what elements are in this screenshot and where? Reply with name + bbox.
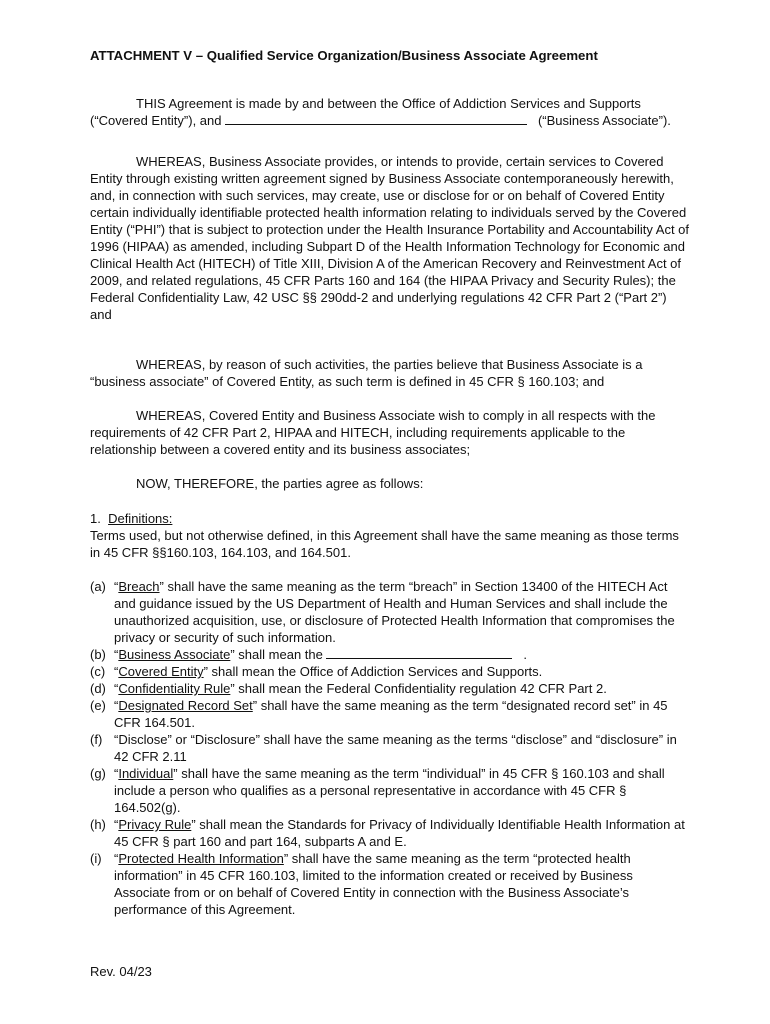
document-title: ATTACHMENT V – Qualified Service Organization/Business Associate Agreement: [90, 48, 598, 63]
definition-text: “Breach” shall have the same meaning as the term “breach” in Section 13400 of the HITECH Act and guidance issued by the US Department of Health and Human Services and shall include the unauthorized acquisition, use, or disclosure of Protected Health Information that compromises the privacy or security of such information.: [114, 579, 675, 645]
definition-text: “Privacy Rule” shall mean the Standards for Privacy of Individually Identifiable Health Information at 45 CFR § part 160 and part 164, subparts A and E.: [114, 817, 685, 849]
section-1-text: Terms used, but not otherwise defined, in this Agreement shall have the same meaning as those terms in 45 CFR §§160.103, 164.103, and 164.501.: [90, 528, 679, 560]
definition-label: (b): [90, 647, 106, 662]
defined-term: Privacy Rule: [118, 817, 192, 832]
intro-text-2: (“Business Associate”).: [537, 113, 671, 128]
section-1: [90, 510, 690, 561]
now-therefore-text: NOW, THEREFORE, the parties agree as follows:: [136, 476, 424, 491]
definition-item: [90, 663, 690, 680]
defined-term: Individual: [118, 766, 174, 781]
definition-item: [90, 850, 690, 918]
definition-text: “Individual” shall have the same meaning as the term “individual” in 45 CFR § 160.103 and shall include a person who qualifies as a personal representative in accordance with 45 CFR § 164.502(g).: [114, 766, 665, 815]
intro-paragraph: [90, 95, 690, 129]
definition-text: “Designated Record Set” shall have the same meaning as the term “designated record set” in 45 CFR 164.501.: [114, 698, 668, 730]
definition-label: (i): [90, 851, 102, 866]
defined-term: Covered Entity: [118, 664, 204, 679]
definition-item: [90, 765, 690, 816]
whereas-paragraph-2: [90, 356, 690, 390]
defined-term: Business Associate: [118, 647, 231, 662]
definition-text: “Confidentiality Rule” shall mean the Federal Confidentiality regulation 42 CFR Part 2.: [114, 681, 607, 696]
definition-label: (h): [90, 817, 106, 832]
defined-term: Protected Health Information: [118, 851, 284, 866]
definition-item: [90, 731, 690, 765]
whereas-paragraph-3: [90, 407, 690, 458]
definition-label: (f): [90, 732, 103, 747]
business-associate-blank: [225, 124, 527, 125]
whereas-paragraph-1: [90, 153, 690, 323]
definition-item: [90, 697, 690, 731]
section-1-heading: 1. Definitions:: [90, 511, 173, 526]
definition-text: “Protected Health Information” shall have the same meaning as the term “protected health information” in 45 CFR 160.103, limited to the information created or received by Business Associate from or on behalf of Covered Entity in connection with the Business Associate’s performance of this Agreement.: [114, 851, 633, 917]
definition-label: (c): [90, 664, 106, 679]
intro-text-1: THIS Agreement is made by and between the Office of Addiction Services and Supports (“Covered Entity”), and: [90, 96, 641, 128]
defined-term: Disclose: [118, 732, 168, 747]
defined-term: Designated Record Set: [118, 698, 253, 713]
definition-label: (a): [90, 579, 106, 594]
definitions-list: [90, 578, 690, 918]
definition-text: “Business Associate” shall mean the .: [114, 647, 527, 662]
definition-label: (e): [90, 698, 106, 713]
definition-item: [90, 578, 690, 646]
definition-text: “Disclose” or “Disclosure” shall have the same meaning as the terms “disclose” and “disclosure” in 42 CFR 2.11: [114, 732, 677, 764]
definitions-heading: Definitions:: [108, 511, 173, 526]
revision-footer: Rev. 04/23: [90, 964, 152, 979]
definition-item: [90, 646, 690, 663]
defined-term: Breach: [118, 579, 160, 594]
whereas-text-3: WHEREAS, Covered Entity and Business Associate wish to comply in all respects with the requirements of 42 CFR Part 2, HIPAA and HITECH, including requirements applicable to the relationship between a covered entity and its business associates;: [90, 408, 656, 457]
definition-text: “Covered Entity” shall mean the Office of Addiction Services and Supports.: [114, 664, 543, 679]
defined-term: Confidentiality Rule: [118, 681, 231, 696]
whereas-text-1: WHEREAS, Business Associate provides, or intends to provide, certain services to Covered Entity through existing written agreement signed by Business Associate contemporaneously herewith, and, in connection with such services, may create, use or disclose for or on behalf of Covered Entity certain individually identifiable protected health information relating to individuals served by the Covered Entity (“PHI”) that is subject to protection under the Health Insurance Portability and Accountability Act of 1996 (HIPAA) as amended, including Subpart D of the Health Information Technology for Economic and Clinical Health Act (HITECH) of Title XIII, Division A of the American Recovery and Reinvestment Act of 2009, and related regulations, 45 CFR Parts 160 and 164 (the HIPAA Privacy and Security Rules); the Federal Confidentiality Law, 42 USC §§ 290dd-2 and underlying regulations 42 CFR Part 2 (“Part 2”) and: [90, 154, 690, 322]
definition-label: (d): [90, 681, 106, 696]
definition-item: [90, 816, 690, 850]
definition-label: (g): [90, 766, 106, 781]
definition-item: [90, 680, 690, 697]
whereas-text-2: WHEREAS, by reason of such activities, the parties believe that Business Associate is a “business associate” of Covered Entity, as such term is defined in 45 CFR § 160.103; and: [90, 357, 643, 389]
now-therefore-paragraph: [90, 475, 690, 492]
business-associate-name-blank: [326, 658, 512, 659]
